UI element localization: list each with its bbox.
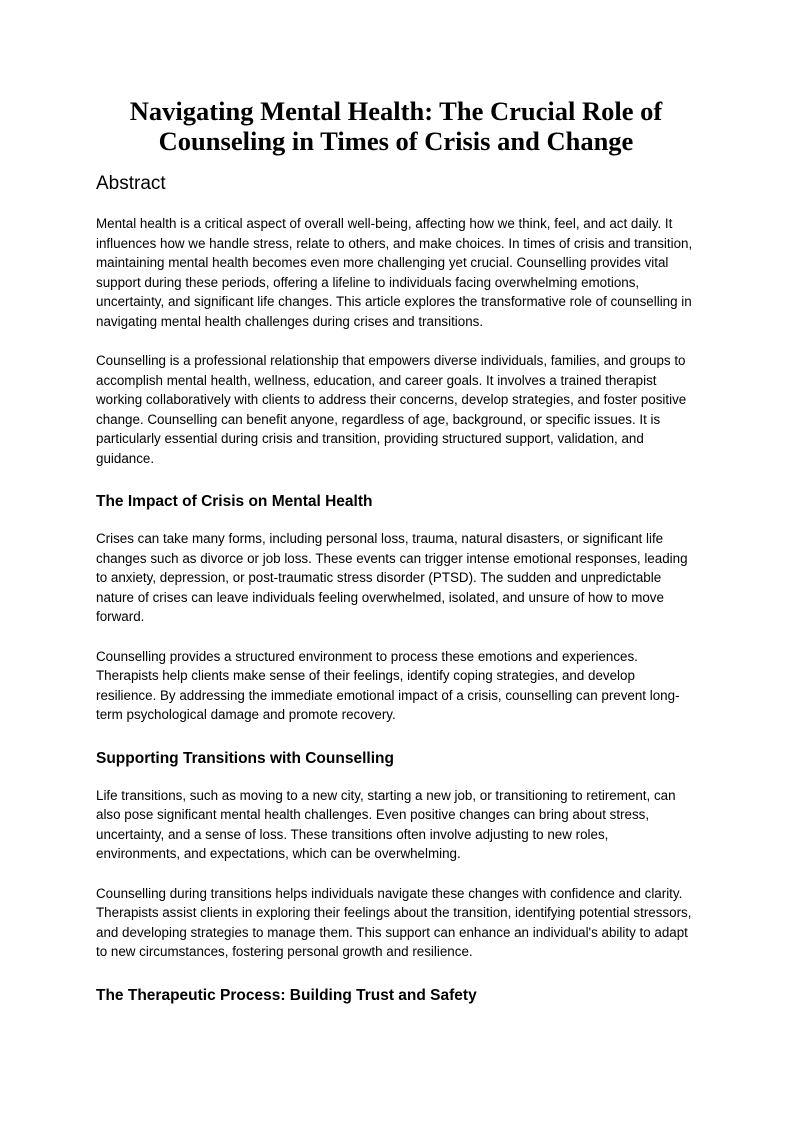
crisis-paragraph-2: Counselling provides a structured environment to process these emotions and experiences. Therapists help clients make sense of their feelings, identify coping strategies, and develop resilience. By addressing the immediate emotional impact of a crisis, counselling can prevent long-term psychological damage and promote recovery. xyxy=(96,648,680,722)
crisis-paragraph-1: Crises can take many forms, including personal loss, trauma, natural disasters, or significant life changes such as divorce or job loss. These events can trigger intense emotional responses, leading to anxiety, depression, or post-traumatic stress disorder (PTSD). The sudden and unpredictable nature of crises can leave individuals feeling overwhelmed, isolated, and unsure of how to move forward. xyxy=(96,531,688,624)
transitions-paragraph-1: Life transitions, such as moving to a new city, starting a new job, or transitioning to retirement, can also pose significant mental health challenges. Even positive changes can bring about stress, uncertainty, and a sense of loss. These transitions often involve adjusting to new roles, environments, and expectations, which can be overwhelming. xyxy=(96,787,676,861)
abstract-paragraph-1: Mental health is a critical aspect of overall well-being, affecting how we think, feel, and act daily. It influences how we handle stress, relate to others, and make choices. In times of crisis and transition, maintaining mental health becomes even more challenging yet crucial. Counselling provides vital support during these periods, offering a lifeline to individuals facing overwhelming emotions, uncertainty, and significant life changes. This article explores the transformative role of counselling in navigating mental health challenges during crises and transitions. xyxy=(96,216,693,329)
abstract-heading: Abstract xyxy=(96,173,166,194)
section-heading-therapeutic-process: The Therapeutic Process: Building Trust and Safety xyxy=(96,986,477,1004)
document-title xyxy=(96,96,696,156)
section-heading-transitions: Supporting Transitions with Counselling xyxy=(96,749,394,767)
document-page xyxy=(96,96,696,1006)
title-line-2: Counseling in Times of Crisis and Change xyxy=(158,126,634,156)
abstract-paragraph-2: Counselling is a professional relationship that empowers diverse individuals, families, and groups to accomplish mental health, wellness, education, and career goals. It involves a trained therapist working collaboratively with clients to address their concerns, develop strategies, and foster positive change. Counselling can benefit anyone, regardless of age, background, or specific issues. It is particularly essential during crisis and transition, providing structured support, validation, and guidance. xyxy=(96,353,687,466)
transitions-paragraph-2: Counselling during transitions helps individuals navigate these changes with confidence and clarity. Therapists assist clients in exploring their feelings about the transition, identifying potential stressors, and developing strategies to manage them. This support can enhance an individual's ability to adapt to new circumstances, fostering personal growth and resilience. xyxy=(96,885,692,959)
section-heading-crisis-impact: The Impact of Crisis on Mental Health xyxy=(96,493,373,510)
title-line-1: Navigating Mental Health: The Crucial Role of xyxy=(129,96,663,126)
